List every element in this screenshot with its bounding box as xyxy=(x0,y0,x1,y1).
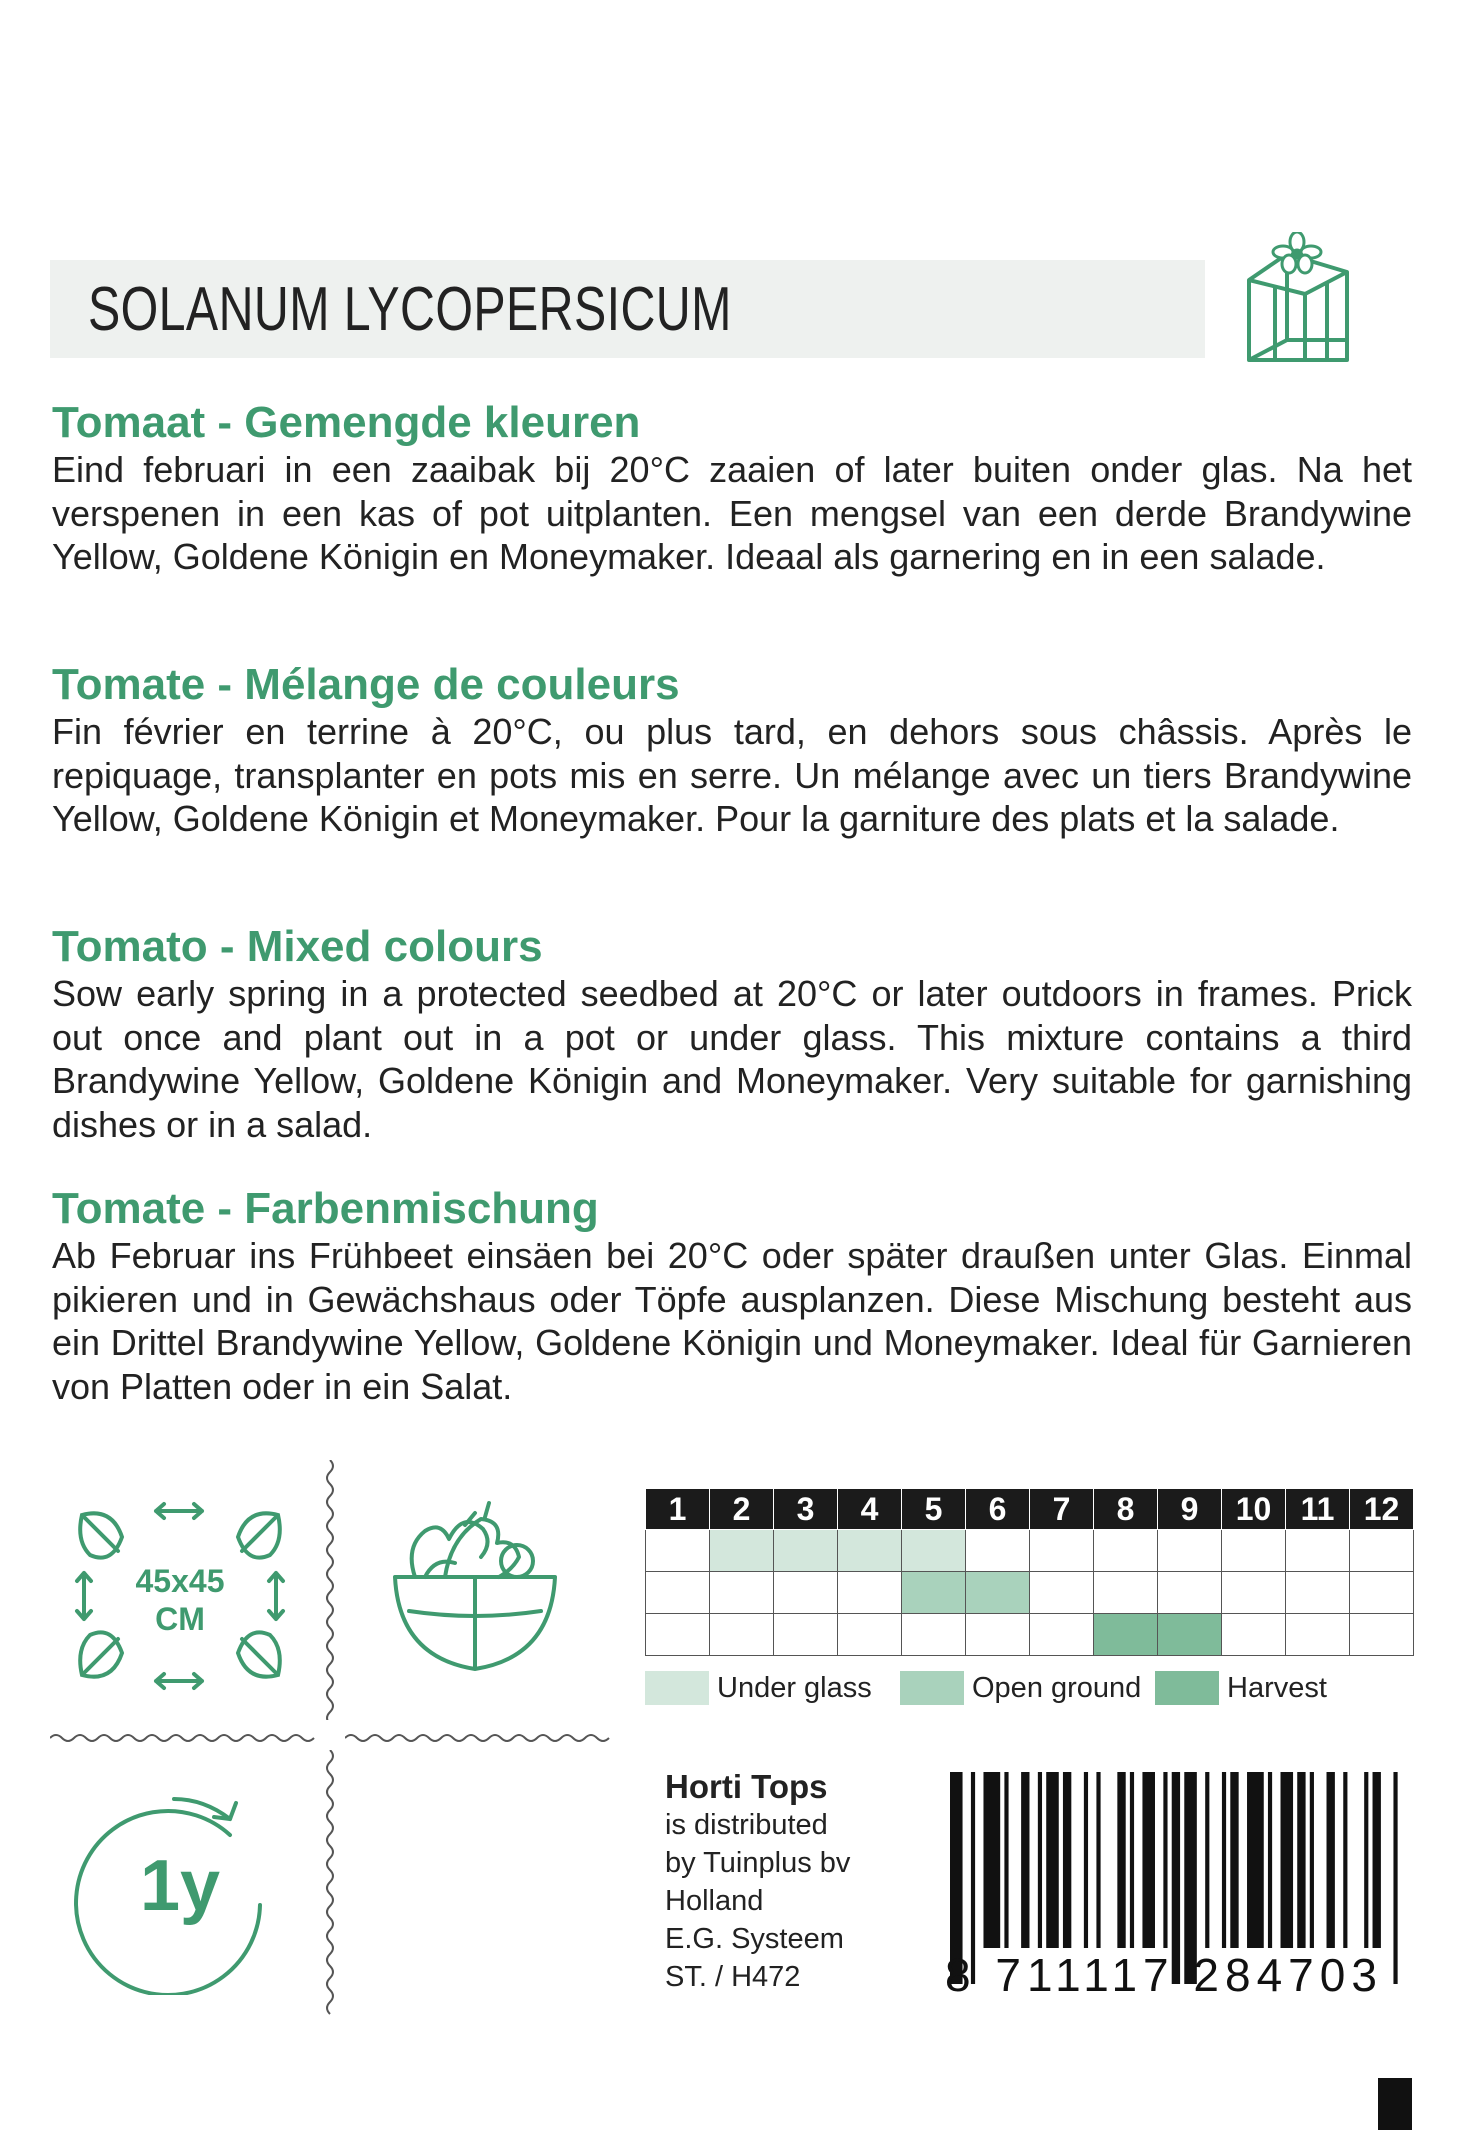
latin-name: SOLANUM LYCOPERSICUM xyxy=(88,275,732,344)
calendar-cell xyxy=(1030,1614,1094,1656)
calendar-cell xyxy=(1350,1614,1414,1656)
calendar-body xyxy=(646,1530,1414,1656)
calendar-cell xyxy=(710,1572,774,1614)
calendar-cell xyxy=(966,1614,1030,1656)
distributor-line: E.G. Systeem xyxy=(665,1923,844,1955)
barcode-bar xyxy=(1063,1772,1071,1948)
greenhouse-icon xyxy=(1235,232,1365,372)
calendar-cell xyxy=(646,1572,710,1614)
barcode-bar xyxy=(1084,1772,1088,1948)
legend-open-ground xyxy=(900,1670,1141,1706)
month-6: 6 xyxy=(966,1489,1030,1530)
barcode-bar xyxy=(1096,1772,1100,1948)
month-4: 4 xyxy=(838,1489,902,1530)
calendar-cell xyxy=(774,1572,838,1614)
barcode-bar xyxy=(1163,1772,1167,1948)
calendar-cell xyxy=(838,1572,902,1614)
calendar-cell xyxy=(1094,1614,1158,1656)
barcode-bar xyxy=(1327,1772,1335,1948)
calendar-cell xyxy=(646,1614,710,1656)
calendar-cell xyxy=(1094,1572,1158,1614)
legend-label: Under glass xyxy=(717,1671,872,1704)
calendar-header xyxy=(646,1489,1414,1530)
barcode-bar xyxy=(1205,1772,1209,1948)
legend-swatch-open-ground xyxy=(900,1671,964,1705)
calendar-cell xyxy=(902,1530,966,1572)
calendar-row-open_ground xyxy=(646,1572,1414,1614)
calendar-cell xyxy=(1030,1530,1094,1572)
month-8: 8 xyxy=(1094,1489,1158,1530)
section-text: Fin février en terrine à 20°C, ou plus tard, en dehors sous châssis. Après le repiquage, transplanter en pots mis en serre. Un mélange avec un tiers Brandywine Yellow, Goldene Königin et Moneymaker. Pour la garniture des plats et la salade. xyxy=(52,711,1412,839)
section-title: Tomate - Farbenmischung xyxy=(52,1184,599,1233)
barcode-bar xyxy=(1297,1772,1305,1948)
sowing-calendar xyxy=(645,1488,1414,1656)
section-german xyxy=(52,1184,1412,1408)
barcode-bar xyxy=(1364,1772,1368,1948)
divider-vertical xyxy=(320,1460,340,1720)
section-french xyxy=(52,660,1412,841)
divider-horizontal xyxy=(345,1728,610,1748)
calendar-cell xyxy=(774,1530,838,1572)
distributor-brand: Horti Tops xyxy=(665,1768,828,1805)
calendar-cell xyxy=(838,1614,902,1656)
barcode-bar xyxy=(1247,1772,1264,1948)
calendar-cell xyxy=(1030,1572,1094,1614)
legend-swatch-under-glass xyxy=(645,1671,709,1705)
barcode-bar xyxy=(1281,1772,1294,1948)
calendar-cell xyxy=(1222,1530,1286,1572)
section-text: Eind februari in een zaaibak bij 20°C zaaien of later buiten onder glas. Na het verspenen in een kas of pot uitplanten. Een mengsel van een derde Brandywine Yellow, Goldene Königin en Moneymaker. Ideaal als garnering en in een salade. xyxy=(52,449,1412,577)
salad-bowl-icon xyxy=(385,1495,565,1685)
calendar-cell xyxy=(1158,1530,1222,1572)
section-english xyxy=(52,922,1412,1146)
month-1: 1 xyxy=(646,1489,710,1530)
barcode-bar xyxy=(1142,1772,1155,1948)
legend-label: Harvest xyxy=(1227,1671,1327,1704)
section-title: Tomate - Mélange de couleurs xyxy=(52,660,680,709)
barcode-bar xyxy=(1310,1772,1314,1948)
calendar-cell xyxy=(902,1572,966,1614)
calendar-cell xyxy=(1350,1530,1414,1572)
calendar-cell xyxy=(1286,1572,1350,1614)
legend-swatch-harvest xyxy=(1155,1671,1219,1705)
distributor-line: Holland xyxy=(665,1885,764,1917)
legend-under-glass xyxy=(645,1670,872,1706)
month-12: 12 xyxy=(1350,1489,1414,1530)
barcode-bar xyxy=(1130,1772,1134,1948)
month-3: 3 xyxy=(774,1489,838,1530)
section-text: Ab Februar ins Frühbeet einsäen bei 20°C oder später draußen unter Glas. Einmal pikieren und in Gewächshaus oder Töpfe ausplanzen. Diese Mischung besteht aus ein Drittel Brandywine Yellow, Goldene Königin und Moneymaker. Ideal für Garnieren von Platten oder in ein Salat. xyxy=(52,1235,1412,1407)
calendar-cell xyxy=(1158,1572,1222,1614)
distributor-info xyxy=(665,1768,850,1996)
section-text: Sow early spring in a protected seedbed at 20°C or later outdoors in frames. Prick out once and plant out in a pot or under glass. This mixture contains a third Brandywine Yellow, Goldene Königin and Moneymaker. Very suitable for garnishing dishes or in a salad. xyxy=(52,973,1412,1145)
legend-harvest xyxy=(1155,1670,1327,1706)
section-dutch xyxy=(52,398,1412,579)
divider-horizontal xyxy=(50,1728,320,1748)
barcode-bar xyxy=(1046,1772,1059,1948)
spacing-label xyxy=(120,1562,240,1638)
distributor-line: is distributed xyxy=(665,1809,828,1841)
calendar-cell xyxy=(1286,1530,1350,1572)
section-title: Tomaat - Gemengde kleuren xyxy=(52,398,641,447)
calendar-cell xyxy=(838,1530,902,1572)
calendar-cell xyxy=(646,1530,710,1572)
calendar-cell xyxy=(966,1530,1030,1572)
spacing-unit: CM xyxy=(155,1601,205,1637)
distributor-line: ST. / H472 xyxy=(665,1961,801,1993)
calendar-cell xyxy=(902,1614,966,1656)
distributor-line: by Tuinplus bv xyxy=(665,1847,851,1879)
calendar-row-harvest xyxy=(646,1614,1414,1656)
month-9: 9 xyxy=(1158,1489,1222,1530)
calendar-cell xyxy=(1222,1614,1286,1656)
calendar-cell xyxy=(710,1530,774,1572)
month-10: 10 xyxy=(1222,1489,1286,1530)
calendar-cell xyxy=(710,1614,774,1656)
month-7: 7 xyxy=(1030,1489,1094,1530)
month-11: 11 xyxy=(1286,1489,1350,1530)
barcode-bar xyxy=(1373,1772,1381,1948)
barcode-bar xyxy=(1268,1772,1272,1948)
barcode-bar xyxy=(1004,1772,1008,1948)
print-mark xyxy=(1378,2078,1412,2130)
barcode-bar xyxy=(1038,1772,1042,1948)
calendar-cell xyxy=(1222,1572,1286,1614)
section-title: Tomato - Mixed colours xyxy=(52,922,543,971)
calendar-cell xyxy=(774,1614,838,1656)
barcode-bar xyxy=(1393,1772,1397,1984)
calendar-cell xyxy=(1094,1530,1158,1572)
barcode-bar xyxy=(1021,1772,1029,1948)
divider-vertical xyxy=(320,1750,340,2020)
calendar-cell xyxy=(1158,1614,1222,1656)
barcode-number: 8 711117 284703 xyxy=(945,1949,1383,2001)
calendar-cell xyxy=(1286,1614,1350,1656)
cycle-label: 1y xyxy=(139,1846,221,1926)
calendar-cell xyxy=(1350,1572,1414,1614)
month-5: 5 xyxy=(902,1489,966,1530)
spacing-value: 45x45 xyxy=(135,1563,225,1599)
barcode-bar xyxy=(983,1772,1000,1948)
barcode-bar xyxy=(1117,1772,1125,1948)
legend-label: Open ground xyxy=(972,1671,1142,1704)
calendar-row-under_glass xyxy=(646,1530,1414,1572)
barcode-bar xyxy=(1222,1772,1226,1948)
barcode-bar xyxy=(1230,1772,1238,1948)
month-2: 2 xyxy=(710,1489,774,1530)
calendar-cell xyxy=(966,1572,1030,1614)
barcode-bar xyxy=(1343,1772,1347,1948)
